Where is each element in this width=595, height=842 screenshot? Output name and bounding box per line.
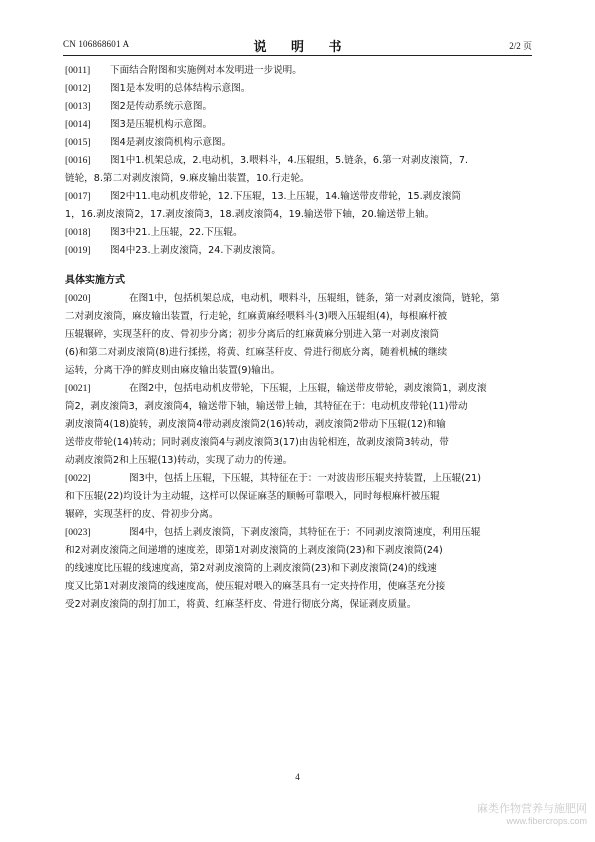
paragraph-number: [0016] <box>65 155 91 166</box>
paragraph-0019 <box>65 242 535 260</box>
paragraph-line: 受2对剥皮滚筒的刮打加工，将黄、红麻茎杆皮、骨进行彻底分离，保证剥皮质量。 <box>65 599 417 610</box>
paragraph-number: [0019] <box>65 245 91 256</box>
paragraph-0022 <box>65 470 535 524</box>
paragraph-line: 度又比第1对剥皮滚筒的线速度高，使压辊对喂入的麻茎具有一定夹持作用，使麻茎充分接 <box>65 581 446 592</box>
paragraph-0017 <box>65 188 535 224</box>
paragraph-line: 图1中1.机架总成，2.电动机，3.喂料斗，4.压辊组，5.链条，6.第一对剥皮滚筒，7. <box>110 155 468 166</box>
paragraph-number: [0020] <box>65 293 91 304</box>
document-title: 说 明 书 <box>253 40 352 55</box>
paragraph-line: 1，16.剥皮滚筒2，17.剥皮滚筒3，18.剥皮滚筒4，19.输送带下轴，20.输送带上轴。 <box>65 209 435 220</box>
watermark-title: 麻类作物营养与施肥网 <box>477 802 587 815</box>
document-body <box>65 62 535 614</box>
paragraph-number: [0017] <box>65 191 91 202</box>
paragraph-0014 <box>65 116 535 134</box>
paragraph-number: [0014] <box>65 119 91 130</box>
paragraph-line: (6)和第二对剥皮滚筒(8)进行揉搓，将黄、红麻茎秆皮、骨进行彻底分离，随着机械的继续 <box>65 347 448 358</box>
paragraph-line: 筒2，剥皮滚筒3，剥皮滚筒4，输送带下轴，输送带上轴，其特征在于：电动机皮带轮(11)带动 <box>65 401 468 412</box>
watermark <box>477 802 587 828</box>
paragraph-line: 动剥皮滚筒2和上压辊(13)转动，实现了动力的传递。 <box>65 455 293 466</box>
paragraph-number: [0011] <box>65 65 91 76</box>
paragraph-number: [0018] <box>65 227 91 238</box>
paragraph-line: 的线速度比压辊的线速度高，第2对剥皮滚筒的上剥皮滚筒(23)和下剥皮滚筒(24)的线速 <box>65 563 437 574</box>
paragraph-text: 图1是本发明的总体结构示意图。 <box>110 83 251 94</box>
paragraph-line: 在图1中，包括机架总成，电动机，喂料斗，压辊组，链条，第一对剥皮滚筒，链轮，第 <box>129 293 500 304</box>
paragraph-0012 <box>65 80 535 98</box>
paragraph-line: 送带皮带轮(14)转动；同时剥皮滚筒4与剥皮滚筒3(17)由齿轮相连，故剥皮滚筒3转动，带 <box>65 437 449 448</box>
page-header <box>63 36 532 54</box>
paragraph-number: [0013] <box>65 101 91 112</box>
paragraph-line: 图2中11.电动机皮带轮，12.下压辊，13.上压辊，14.输送带皮带轮，15.剥皮滚筒 <box>110 191 462 202</box>
paragraph-line: 图4中，包括上剥皮滚筒，下剥皮滚筒，其特征在于：不同剥皮滚筒速度，利用压辊 <box>129 527 481 538</box>
paragraph-number: [0015] <box>65 137 91 148</box>
paragraph-line: 压辊辗碎，实现茎秆的皮、骨初步分离；初步分离后的红麻黄麻分别进入第一对剥皮滚筒 <box>65 329 440 340</box>
paragraph-text: 图3是压辊机构示意图。 <box>110 119 213 130</box>
paragraph-line: 剥皮滚筒4(18)旋转，剥皮滚筒4带动剥皮滚筒2(16)转动，剥皮滚筒2带动下压辊(12)和输 <box>65 419 446 430</box>
paragraph-line: 运转，分离干净的鲜皮则由麻皮输出装置(9)输出。 <box>65 365 281 376</box>
paragraph-line: 辗碎，实现茎杆的皮、骨初步分离。 <box>65 509 219 520</box>
patent-number: CN 106868601 A <box>63 39 130 49</box>
paragraph-0018 <box>65 224 535 242</box>
section-title: 具体实施方式 <box>65 275 125 286</box>
paragraph-number: [0012] <box>65 83 91 94</box>
paragraph-0015 <box>65 134 535 152</box>
paragraph-text: 图4中23.上剥皮滚筒，24.下剥皮滚筒。 <box>110 245 281 256</box>
page-info: 2/2 页 <box>509 41 532 51</box>
paragraph-text: 下面结合附图和实施例对本发明进一步说明。 <box>110 65 302 76</box>
paragraph-number: [0023] <box>65 527 91 538</box>
paragraph-0011 <box>65 62 535 80</box>
header-rule <box>63 55 532 56</box>
paragraph-0020 <box>65 290 535 380</box>
paragraph-text: 图4是剥皮滚筒机构示意图。 <box>110 137 232 148</box>
page-number: 4 <box>295 772 300 782</box>
paragraph-0016 <box>65 152 535 188</box>
paragraph-0023 <box>65 524 535 614</box>
paragraph-0013 <box>65 98 535 116</box>
paragraph-text: 图2是传动系统示意图。 <box>110 101 213 112</box>
watermark-url: www.fibercrops.com <box>506 816 587 826</box>
paragraph-number: [0022] <box>65 473 91 484</box>
paragraph-line: 和2对剥皮滚筒之间递增的速度差，即第1对剥皮滚筒的上剥皮滚筒(23)和下剥皮滚筒(24) <box>65 545 443 556</box>
paragraph-text: 图3中21.上压辊，22.下压辊。 <box>110 227 243 238</box>
paragraph-line: 图3中，包括上压辊，下压辊，其特征在于：一对波齿形压辊夹持装置，上压辊(21) <box>129 473 481 484</box>
paragraph-number: [0021] <box>65 383 91 394</box>
paragraph-0021 <box>65 380 535 470</box>
paragraph-line: 在图2中，包括电动机皮带轮，下压辊，上压辊，输送带皮带轮，剥皮滚筒1，剥皮滚 <box>129 383 487 394</box>
paragraph-line: 二对剥皮滚筒，麻皮输出装置，行走轮，红麻黄麻经喂料斗(3)喂入压辊组(4)，每根麻杆被 <box>65 311 448 322</box>
paragraph-line: 链轮，8.第二对剥皮滚筒，9.麻皮输出装置，10.行走轮。 <box>65 173 310 184</box>
paragraph-line: 和下压辊(22)均设计为主动辊，这样可以保证麻茎的顺畅可靠喂入，同时每根麻杆被压辊 <box>65 491 440 502</box>
